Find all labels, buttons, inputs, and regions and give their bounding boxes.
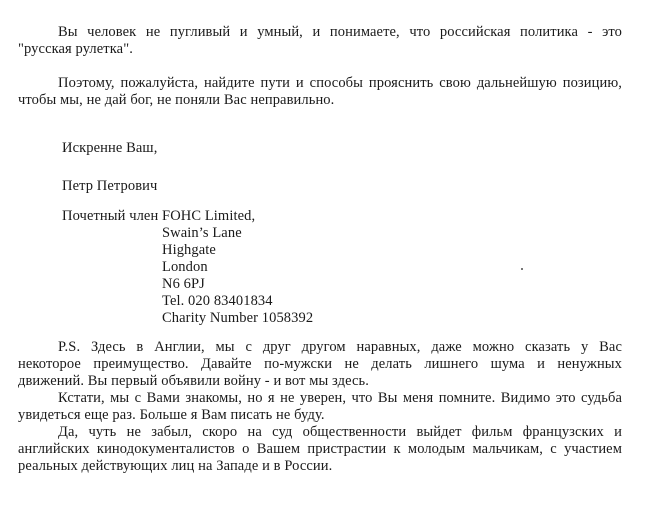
ps-line-4: Кстати, мы с Вами знакомы, но я не уверен, что Вы меня помните. Видимо это судьба (58, 390, 622, 406)
paragraph-1-line-1: Вы человек не пугливый и умный, и понимаете, что российская политика - это (58, 24, 622, 40)
address-city: London (162, 259, 208, 275)
ps-line-1: P.S. Здесь в Англии, мы с друг другом наравных, даже можно сказать у Вас (58, 339, 622, 355)
closing-line: Искренне Ваш, (62, 140, 158, 156)
ps-line-2: некоторое преимущество. Давайте по-мужски не делать лишнего шума и ненужных (18, 356, 622, 372)
signature-name: Петр Петрович (62, 178, 158, 194)
address-street: Swain’s Lane (162, 225, 242, 241)
paragraph-1-line-2: "русская рулетка". (18, 41, 133, 57)
address-postcode: N6 6PJ (162, 276, 205, 292)
address-telephone: Tel. 020 83401834 (162, 293, 273, 309)
ps-line-5: увидеться еще раз. Больше я Вам писать не буду. (18, 407, 325, 423)
paragraph-2-line-1: Поэтому, пожалуйста, найдите пути и способы прояснить свою дальнейшую позицию, (58, 75, 622, 91)
address-area: Highgate (162, 242, 216, 258)
address-title: Почетный член FOHC Limited, (62, 208, 256, 224)
ps-line-6: Да, чуть не забыл, скоро на суд общественности выйдет фильм французских и (58, 424, 622, 440)
ps-line-8: реальных действующих лиц на Западе и в России. (18, 458, 333, 474)
ps-line-7: английских кинодокументалистов о Вашем пристрастии к молодым мальчикам, с участием (18, 441, 622, 457)
address-charity-number: Charity Number 1058392 (162, 310, 314, 326)
paragraph-2-line-2: чтобы мы, не дай бог, не поняли Вас неправильно. (18, 92, 335, 108)
scan-speck (521, 268, 523, 270)
ps-line-3: движений. Вы первый объявили войну - и вот мы здесь. (18, 373, 369, 389)
